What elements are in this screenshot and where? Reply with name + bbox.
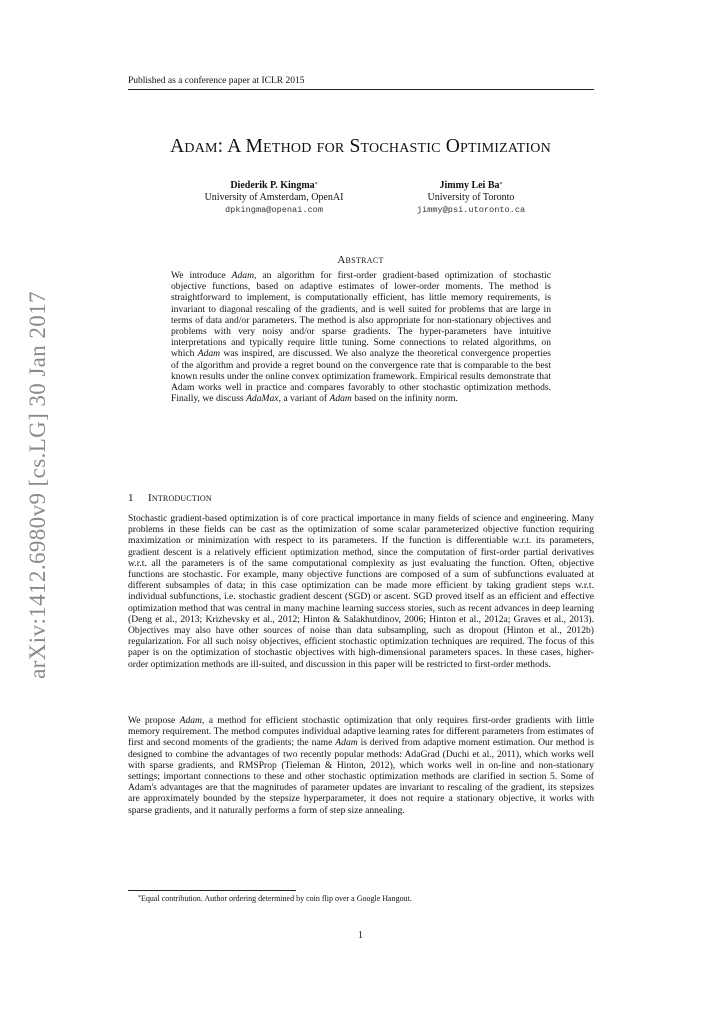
author-footnote-mark: * <box>499 182 503 188</box>
section-heading-introduction <box>128 492 212 504</box>
abstract-emphasis: Adam <box>197 348 221 360</box>
paragraph-emphasis: Adam <box>335 737 358 749</box>
arxiv-stamp <box>20 290 56 680</box>
abstract-emphasis: Adam <box>329 393 352 405</box>
footnote-mark: * <box>138 895 141 901</box>
abstract-text: , an algorithm for first-order gradient-based optimization of stochastic objective functions, based on adaptive estimates of lower-order moments. The method is straightforward to implement, is computationally efficient, has little memory requirements, is invariant to diagonal rescaling of the gradients, and is well suited for problems that are large in terms of data and/or parameters. The method is also appropriate for non-stationary objectives and problems with very noisy and/or sparse gradients. The hyper-parameters have intuitive interpretations and typically require little tuning. Some connections to related algorithms, on which <box>171 270 551 360</box>
abstract-emphasis: AdaMax <box>246 393 279 405</box>
author-block-2 <box>392 180 550 216</box>
author-email: jimmy@psi.utoronto.ca <box>416 205 526 215</box>
paragraph-text: , a method for efficient stochastic optimization that only requires first-order gradients with little memory requirement. The method computes individual adaptive learning rates for different parameters from estimates of first and second moments of the gradients; the name <box>128 715 594 749</box>
footnote <box>138 894 412 904</box>
paper-title: Adam: A Method for Stochastic Optimization <box>170 136 551 157</box>
abstract-text: was inspired, are discussed. We also analyze the theoretical convergence properties of the algorithm and provide a regret bound on the convergence rate that is comparable to the best known results under the online convex optimization framework. Empirical results demonstrate that Adam works well in practice and compares favorably to other stochastic optimization methods. Finally, we discuss <box>171 348 551 405</box>
intro-paragraph-2 <box>128 715 594 816</box>
abstract-text: We introduce <box>171 270 232 281</box>
author-email: dpkingma@openai.com <box>225 205 323 215</box>
footnote-text: Equal contribution. Author ordering determined by coin flip over a Google Hangout. <box>141 894 412 903</box>
abstract-text: based on the infinity norm. <box>351 393 458 405</box>
paragraph-text: We propose <box>128 715 180 726</box>
author-affiliation: University of Toronto <box>427 192 515 203</box>
paragraph-text: is derived from adaptive moment estimation. Our method is designed to combine the advantages of two recently popular methods: AdaGrad (Duchi et al., 2011), which works well with sparse gradients, and RMSProp (Tieleman & Hinton, 2012), which works well in on-line and non-stationary settings; important connections to these and other stochastic optimization methods are clarified in section 5. Some of Adam's advantages are that the magnitudes of parameter updates are invariant to rescaling of the gradient, its stepsizes are approximately bounded by the stepsize hyperparameter, it does not require a stationary objective, it works with sparse gradients, and it naturally performs a form of step size annealing. <box>128 737 594 816</box>
header-text: Published as a conference paper at ICLR 2015 <box>128 76 305 86</box>
author-affiliation: University of Amsterdam, OpenAI <box>204 192 344 203</box>
author-block-1 <box>200 180 348 216</box>
author-name: Jimmy Lei Ba <box>439 180 500 191</box>
abstract-heading: Abstract <box>337 254 384 266</box>
author-name: Diederik P. Kingma <box>230 180 315 191</box>
paragraph-emphasis: Adam <box>179 715 202 726</box>
intro-paragraph-1: Stochastic gradient-based optimization is of core practical importance in many fields of science and engineering. Many problems in these fields can be cast as the optimization of some scalar parameterized objective function requiring maximization or minimization with respect to its parameters. If the function is differentiable w.r.t. its parameters, gradient descent is a relatively efficient optimization method, since the computation of first-order partial derivatives w.r.t. all the parameters is of the same computational complexity as just evaluating the function. Often, objective functions are stochastic. For example, many objective functions are composed of a sum of subfunctions evaluated at different subsamples of data; in this case optimization can be made more efficient by taking gradient steps w.r.t. individual subfunctions, i.e. stochastic gradient descent (SGD) or ascent. SGD proved itself as an efficient and effective optimization method that was central in many machine learning success stories, such as recent advances in deep learning (Deng et al., 2013; Krizhevsky et al., 2012; Hinton & Salakhutdinov, 2006; Hinton et al., 2012a; Graves et al., 2013). Objectives may also have other sources of noise than data subsampling, such as dropout (Hinton et al., 2012b) regularization. For all such noisy objectives, efficient stochastic optimization techniques are required. The focus of this paper is on the optimization of stochastic objectives with high-dimensional parameters spaces. In these cases, higher-order optimization methods are ill-suited, and discussion in this paper will be restricted to first-order methods. <box>128 513 594 670</box>
page-number: 1 <box>358 930 363 941</box>
section-title: Introduction <box>148 492 212 504</box>
footnote-divider <box>128 890 296 891</box>
arxiv-stamp-text: arXiv:1412.6980v9 [cs.LG] 30 Jan 2017 <box>25 291 50 679</box>
abstract-body <box>171 270 551 404</box>
abstract-text: , a variant of <box>278 393 330 405</box>
section-number: 1 <box>128 492 134 504</box>
abstract-emphasis: Adam <box>231 270 255 281</box>
author-footnote-mark: * <box>314 182 318 188</box>
running-header <box>128 75 594 90</box>
